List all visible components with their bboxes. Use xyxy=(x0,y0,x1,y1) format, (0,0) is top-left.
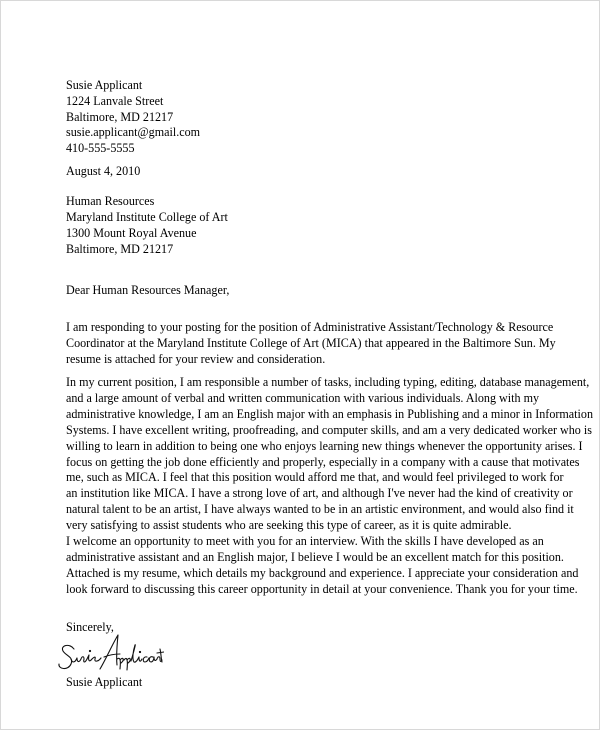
paragraph-line: Coordinator at the Maryland Institute College of Art (MICA) that appeared in the Baltimore Sun. My xyxy=(66,335,556,350)
paragraph-line: I am responding to your posting for the position of Administrative Assistant/Technology & Resource xyxy=(66,320,554,334)
paragraph-line: administrative knowledge, I am an English major with an emphasis in Publishing and a minor in Information xyxy=(66,406,593,421)
paragraph-line: an institution like MICA. I have a strong love of art, and although I've never had the kind of creativity or xyxy=(66,486,573,501)
paragraph-line: very satisfying to assist students who are seeking this type of career, as it is quite admirable. xyxy=(66,518,512,533)
paragraph-line: willing to learn in addition to being one who enjoys learning new things whenever the opportunity arises. I xyxy=(66,438,583,453)
paragraph-line: In my current position, I am responsible a number of tasks, including typing, editing, database management, xyxy=(66,375,590,389)
recipient-street: 1300 Mount Royal Avenue xyxy=(66,226,197,240)
body-paragraph-1 xyxy=(66,320,556,368)
paragraph-line: I welcome an opportunity to meet with you for an interview. With the skills I have developed as an xyxy=(66,534,544,548)
paragraph-line: me, such as MICA. I feel that this position would afford me that, and would feel privileged to work for xyxy=(66,470,564,485)
paragraph-line: focus on getting the job done efficiently and properly, especially in a company with a cause that motivates xyxy=(66,454,580,469)
paragraph-line: and a large amount of verbal and written communication with various individuals. Along with my xyxy=(66,390,540,405)
sender-phone: 410-555-5555 xyxy=(66,141,135,155)
paragraph-line: administrative assistant and an English major, I believe I would be an excellent match for this position. xyxy=(66,549,564,564)
paragraph-line: Attached is my resume, which details my background and experience. I appreciate your consideration and xyxy=(66,565,579,580)
sender-street: 1224 Lanvale Street xyxy=(66,94,164,108)
recipient-city: Baltimore, MD 21217 xyxy=(66,242,174,256)
recipient-org: Maryland Institute College of Art xyxy=(66,210,228,224)
closing: Sincerely, xyxy=(66,620,114,634)
body-paragraph-2 xyxy=(66,375,593,534)
paragraph-line: natural talent to be an artist, I have always wanted to be in an artistic environment, and would also find it xyxy=(66,502,574,517)
paragraph-line: Systems. I have excellent writing, proofreading, and computer skills, and am a very dedicated worker who is xyxy=(66,422,592,437)
sender-email: susie.applicant@gmail.com xyxy=(66,125,201,139)
paragraph-line: look forward to discussing this career opportunity in detail at your convenience. Thank you for your time. xyxy=(66,581,578,596)
salutation: Dear Human Resources Manager, xyxy=(66,283,230,297)
sender-city: Baltimore, MD 21217 xyxy=(66,110,174,124)
sender-name: Susie Applicant xyxy=(66,78,143,92)
paragraph-line: resume is attached for your review and consideration. xyxy=(66,351,326,366)
signer-name: Susie Applicant xyxy=(66,675,143,689)
letter-date: August 4, 2010 xyxy=(66,164,141,178)
body-paragraph-3 xyxy=(66,534,578,598)
recipient-dept: Human Resources xyxy=(66,194,155,208)
